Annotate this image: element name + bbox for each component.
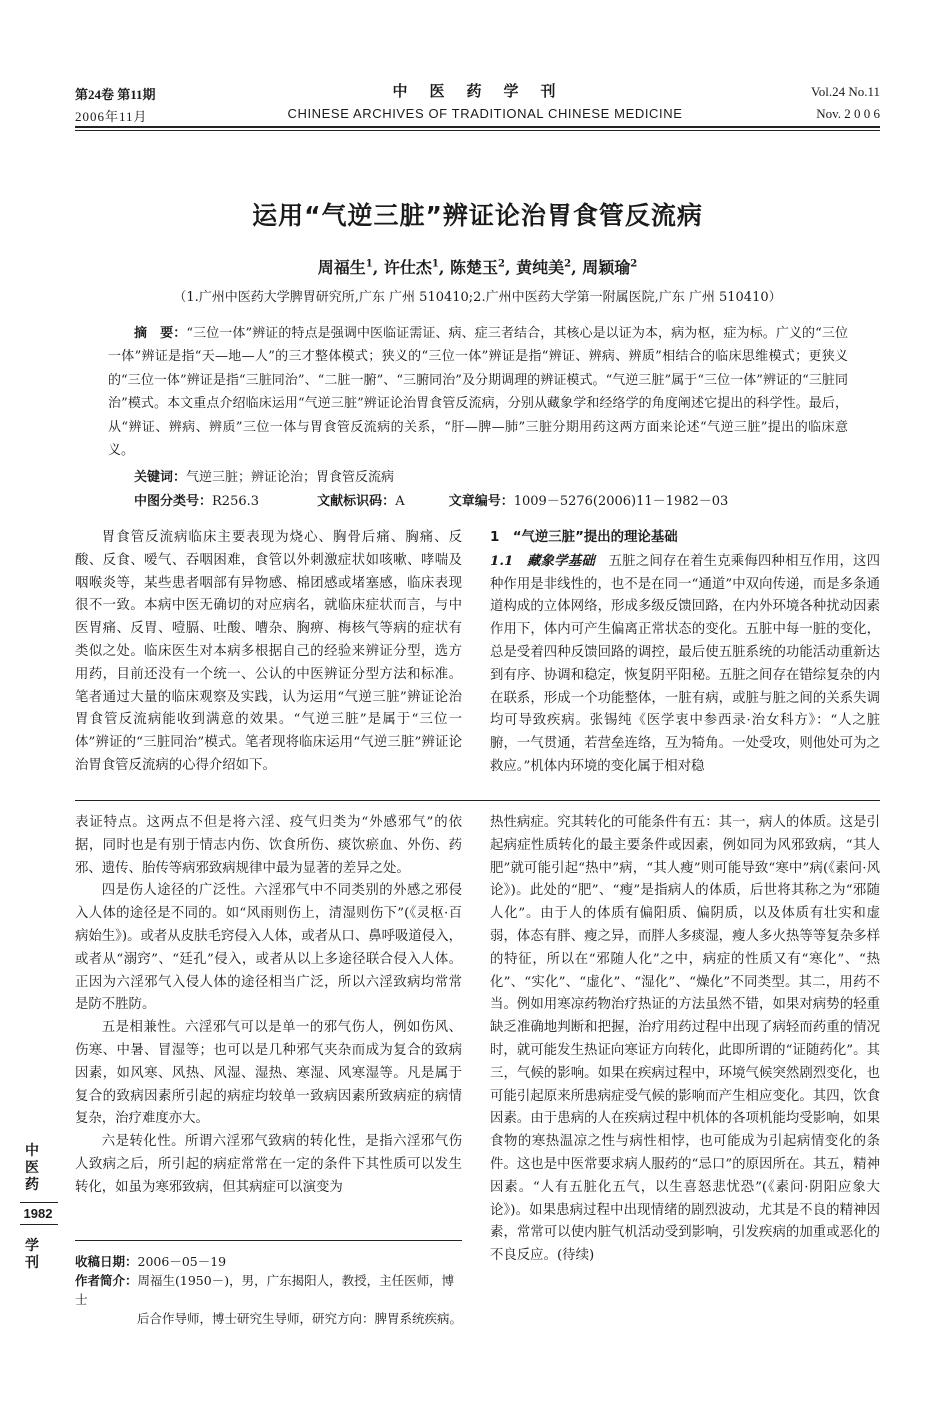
sidebar-rule-bottom [20,1224,58,1225]
keywords: 气逆三脏；辨证论治；胃食管反流病 [186,470,395,485]
date-cn: 2006年11月 [75,109,148,124]
header-rule-thin [75,130,880,131]
section-heading-1: 1 “气逆三脏”提出的理论基础 [490,530,678,545]
received-label: 收稿日期： [75,1254,138,1269]
author-2: 许仕杰$^1$, [383,258,445,277]
author-4: 黄纯美$^2$, [516,258,577,277]
subsection-heading-1-1: 1.1 藏象学基础 [490,552,595,569]
continued-right-column [490,812,880,1268]
theory-paragraph [490,550,880,779]
article-no-label: 文章编号： [448,494,514,509]
doc-code-label: 文献标识码： [317,494,396,509]
abstract [108,322,848,462]
received-date-line [75,1252,465,1271]
volume-issue-cn: 第24卷 第11期 [75,87,156,102]
volume-issue-en: Vol.24 No.11 [811,84,880,99]
journal-title-en: CHINESE ARCHIVES OF TRADITIONAL CHINESE MEDICINE [287,106,683,121]
author-bio-label: 作者简介： [75,1273,138,1288]
theory-text: 五脏之间存在着生克乘侮四种相互作用，这四种作用是非线性的，也不是在同一“通道”中双向传递，而是多条通道构成的立体网络，形成多级反馈回路，在内外环境各种扰动因素作用下，体内可产生偏离正常状态的变化。五脏中每一脏的变化，总是受着四种反馈回路的调控，最后使五脏系统的功能活动重新达到有序、协调和稳定，恢复阴平阳秘。五脏之间存在错综复杂的内在联系，形成一个功能整体，一脏有病，或脏与脏之间的关系失调均可导致疾病。张锡纯《医学衷中参西录·治女科方》：“人之脏腑，一气贯通，若营垒连络，互为犄角。一处受攻，则他处可为之救应。”机体内环境的变化属于相对稳 [490,553,881,774]
clc-label: 中图分类号： [134,494,213,509]
keywords-line [134,466,394,485]
clc-code: R256.3 [212,494,260,509]
abstract-label: 摘 要： [134,326,187,341]
abstract-text: “三位一体”辨证的特点是强调中医临证需证、病、症三者结合，其核心是以证为本，病为枢，症为标。广义的“三位一体”辨证是指“天—地—人”的三才整体模式；狭义的“三位一体”辨证是指“辨证、辨病、辨质”相结合的临床思维模式；更狭义的“三位一体”辨证是指“三脏同治”、“二脏一腑”、“三腑同治”及分期调理的辨证模式。“气逆三脏”属于“三位一体”辨证的“三脏同治”模式。本文重点介绍临床运用“气逆三脏”辨证论治胃食管反流病，分别从藏象学和经络学的角度阐述它提出的科学性。最后，从“辨证、辨病、辨质”三位一体与胃食管反流病的关系，“肝—脾—肺”三脏分期用药这两方面来论述“气逆三脏”提出的临床意义。 [108,326,848,459]
continued-paragraph-1: 表证特点。这两点不但是将六淫、疫气归类为“外感邪气”的依据，同时也是有别于情志内伤、饮食所伤、痰饮瘀血、外伤、药邪、遗传、胎传等病邪致病规律中最为显著的差异之处。 [75,815,462,876]
received-date: 2006－05－19 [137,1254,227,1269]
article-title: 运用“气逆三脏”辨证论治胃食管反流病 [252,201,703,230]
author-bio-line [75,1271,465,1309]
classification-line [134,490,848,509]
header-rule-thick [75,126,880,128]
author-1: 周福生$^1$, [317,258,379,277]
author-bio-1: 周福生(1950－)，男，广东揭阳人，教授，主任医师，博士 [75,1273,455,1307]
intro-paragraph: 胃食管反流病临床主要表现为烧心、胸骨后痛、胸痛、反酸、反食、嗳气、吞咽困难，食管以外刺激症状如咳嗽、哮喘及咽喉炎等，某些患者咽部有异物感、棉团感或堵塞感，临床表现很不一致。本病中医无确切的对应病名，就临床症状而言，与中医胃痛、反胃、噎膈、吐酸、嘈杂、胸痹、梅核气等病的症状有类似之处。临床医生对本病多根据自己的经验来辨证分型，选方用药，目前还没有一个统一、公认的中医辨证分型方法和标准。笔者通过大量的临床观察及实践，认为运用“气逆三脏”辨证论治胃食管反流病能收到满意的效果。“气逆三脏”是属于“三位一体”辨证的“三脏同治”模式。笔者现将临床运用“气逆三脏”辨证论治胃食管反流病的心得介绍如下。 [75,530,462,773]
continued-paragraph-2: 四是伤人途径的广泛性。六淫邪气中不同类别的外感之邪侵入人体的途径是不同的。如“风雨则伤上，清湿则伤下”(《灵枢·百病始生》)。或者从皮肤毛窍侵入人体，或者从口、鼻呼吸道侵入，或者从“溺窍”、“廷孔”侵入，或者从以上多途径联合侵入人体。正因为六淫邪气入侵人体的途径相当广泛，所以六淫致病均常常是防不胜防。 [75,883,462,1013]
doc-code: A [395,494,405,509]
sidebar-journal-top: 中医药 [25,1143,39,1193]
author-bio-line-2: 后合作导师，博士研究生导师，研究方向：脾胃系统疾病。 [137,1311,463,1326]
author-3: 陈楚玉$^2$, [450,258,511,277]
continued-paragraph-4: 六是转化性。所谓六淫邪气致病的转化性，是指六淫邪气伤人致病之后，所引起的病症常常在一定的条件下其性质可以发生转化，如虽为寒邪致病，但其病症可以演变为 [75,1134,462,1195]
affiliations: （1.广州中医药大学脾胃研究所,广东 广州 510410;2.广州中医药大学第一附属医院,广东 广州 510410） [173,290,782,305]
continued-left-column [75,812,462,1200]
footnote-rule [75,1240,462,1241]
keywords-label: 关键词： [134,470,187,485]
section-divider [75,800,880,801]
sidebar-journal-bottom: 学刊 [25,1238,39,1271]
continued-paragraph-3: 五是相兼性。六淫邪气可以是单一的邪气伤人，例如伤风、伤寒、中暑、冒湿等；也可以是几种邪气夹杂而成为复合的致病因素，如风寒、风热、风湿、湿热、寒湿、风寒湿等。凡是属于复合的致病因素所引起的病症均较单一致病因素所致病症的病情复杂，治疗难度亦大。 [75,1020,462,1127]
date-en: Nov. 2 0 0 6 [816,106,880,121]
theory-column [490,527,880,779]
continued-right-paragraph: 热性病症。究其转化的可能条件有五：其一，病人的体质。这是引起病症性质转化的最主要条件或因素，例如同为风邪致病，“其人肥”就可能引起“热中”病，“其人瘦”则可能导致“寒中”病(《素问·风论》)。此处的“肥”、“瘦”是指病人的体质，后世将其称之为“邪随人化”。由于人的体质有偏阳质、偏阴质，以及体质有壮实和虚弱，体态有胖、瘦之异，而胖人多痰湿，瘦人多火热等等复杂多样的特征，所以在“邪随人化”之中，病症的性质又有“寒化”、“热化”、“实化”、“虚化”、“湿化”、“燥化”不同类型。其二，用药不当。例如用寒凉药物治疗热证的方法虽然不错，如果对病势的轻重缺乏准确地判断和把握，治疗用药过程中出现了病轻而药重的情况时，就可能发生热证向寒证方向转化，此即所谓的“证随药化”。其三，气候的影响。如果在疾病过程中，环境气候突然剧烈变化，也可能引起原来所患病症受气候的影响而产生相应变化。其四，饮食因素。由于患病的人在疾病过程中机体的各项机能均受影响，如果食物的寒热温凉之性与病性相悖，也可能成为引起病情变化的条件。这也是中医常要求病人服药的“忌口”的原因所在。其五，精神因素。“人有五脏化五气，以生喜怒悲忧恐”(《素问·阴阳应象大论》)。如果患病过程中出现情绪的剧烈波动，尤其是不良的精神因素，常常可以使内脏气机活动受到影响，引发疾病的加重或恶化的不良反应。(待续) [490,815,880,1264]
author-list [75,255,880,278]
intro-column [75,527,462,778]
article-no: 1009－5276(2006)11－1982－03 [513,494,729,509]
sidebar-rule-top [20,1202,58,1203]
page-number: 1982 [23,1206,53,1221]
footnote [75,1252,465,1328]
author-5: 周颖瑜$^2$ [582,258,638,277]
journal-title-cn: 中医药学刊 [392,82,578,100]
